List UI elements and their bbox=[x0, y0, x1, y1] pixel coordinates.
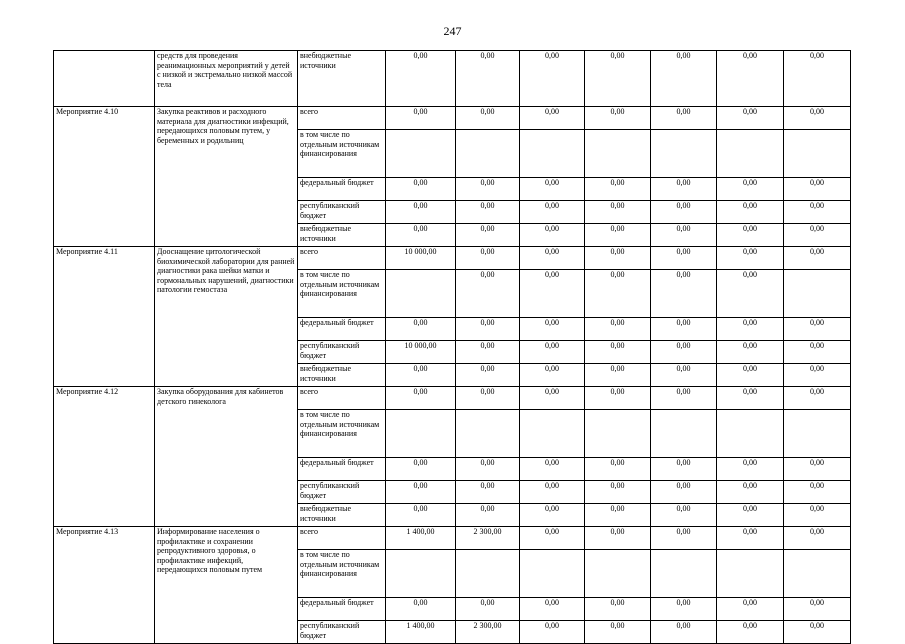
value-cell bbox=[717, 410, 784, 458]
value-cell: 0,00 bbox=[784, 621, 851, 644]
value-cell: 0,00 bbox=[520, 224, 585, 247]
value-cell: 0,00 bbox=[456, 504, 520, 527]
value-cell: 0,00 bbox=[585, 247, 651, 270]
value-cell: 0,00 bbox=[585, 107, 651, 130]
value-cell: 0,00 bbox=[386, 458, 456, 481]
value-cell: 10 000,00 bbox=[386, 341, 456, 364]
value-cell: 0,00 bbox=[651, 364, 717, 387]
page-number: 247 bbox=[443, 24, 462, 38]
value-cell: 0,00 bbox=[520, 318, 585, 341]
value-cell bbox=[784, 410, 851, 458]
value-cell: 0,00 bbox=[585, 178, 651, 201]
value-cell bbox=[585, 550, 651, 598]
value-cell bbox=[717, 550, 784, 598]
value-cell: 0,00 bbox=[585, 598, 651, 621]
value-cell: 0,00 bbox=[386, 598, 456, 621]
value-cell: 2 300,00 bbox=[456, 621, 520, 644]
value-cell: 0,00 bbox=[520, 527, 585, 550]
value-cell bbox=[386, 130, 456, 178]
value-cell: 0,00 bbox=[456, 224, 520, 247]
value-cell bbox=[456, 410, 520, 458]
value-cell: 0,00 bbox=[717, 270, 784, 318]
value-cell: 0,00 bbox=[784, 598, 851, 621]
value-cell: 0,00 bbox=[520, 51, 585, 107]
value-cell: 0,00 bbox=[520, 364, 585, 387]
value-cell: 0,00 bbox=[651, 598, 717, 621]
source-cell: в том числе по отдельным источникам финансирования bbox=[298, 410, 386, 458]
value-cell: 0,00 bbox=[651, 621, 717, 644]
description-cell: средств для проведения реанимационных мероприятий у детей с низкой и экстремально низкой массой тела bbox=[155, 51, 298, 107]
source-cell: в том числе по отдельным источникам финансирования bbox=[298, 550, 386, 598]
value-cell: 0,00 bbox=[456, 364, 520, 387]
value-cell: 0,00 bbox=[585, 270, 651, 318]
value-cell: 0,00 bbox=[386, 504, 456, 527]
value-cell: 0,00 bbox=[784, 107, 851, 130]
value-cell: 0,00 bbox=[456, 201, 520, 224]
value-cell: 0,00 bbox=[784, 364, 851, 387]
source-cell: в том числе по отдельным источникам финансирования bbox=[298, 130, 386, 178]
value-cell: 0,00 bbox=[386, 387, 456, 410]
value-cell: 0,00 bbox=[456, 178, 520, 201]
value-cell: 0,00 bbox=[717, 481, 784, 504]
value-cell: 0,00 bbox=[386, 224, 456, 247]
value-cell: 0,00 bbox=[717, 107, 784, 130]
value-cell bbox=[784, 130, 851, 178]
source-cell: всего bbox=[298, 247, 386, 270]
value-cell: 0,00 bbox=[520, 201, 585, 224]
value-cell: 0,00 bbox=[386, 178, 456, 201]
source-cell: всего bbox=[298, 527, 386, 550]
value-cell: 0,00 bbox=[585, 527, 651, 550]
description-cell: Дооснащение цитологической биохимической лаборатории для ранней диагностики рака шейки матки и гормональных нарушений, диагностики патологии гемостаза bbox=[155, 247, 298, 387]
funding-table bbox=[53, 50, 851, 644]
value-cell: 0,00 bbox=[784, 318, 851, 341]
value-cell: 0,00 bbox=[784, 247, 851, 270]
value-cell: 0,00 bbox=[520, 178, 585, 201]
value-cell: 0,00 bbox=[717, 458, 784, 481]
value-cell: 0,00 bbox=[784, 178, 851, 201]
value-cell: 0,00 bbox=[717, 224, 784, 247]
value-cell: 0,00 bbox=[651, 527, 717, 550]
source-cell: республиканский бюджет bbox=[298, 621, 386, 644]
source-cell: всего bbox=[298, 387, 386, 410]
value-cell: 0,00 bbox=[717, 364, 784, 387]
value-cell bbox=[784, 550, 851, 598]
source-cell: федеральный бюджет bbox=[298, 318, 386, 341]
value-cell: 0,00 bbox=[717, 621, 784, 644]
value-cell bbox=[717, 130, 784, 178]
activity-cell: Мероприятие 4.13 bbox=[54, 527, 155, 644]
value-cell: 0,00 bbox=[520, 504, 585, 527]
value-cell: 0,00 bbox=[585, 621, 651, 644]
value-cell: 0,00 bbox=[456, 598, 520, 621]
value-cell: 0,00 bbox=[784, 341, 851, 364]
value-cell: 0,00 bbox=[784, 458, 851, 481]
value-cell: 0,00 bbox=[520, 387, 585, 410]
value-cell: 0,00 bbox=[386, 318, 456, 341]
value-cell: 0,00 bbox=[585, 341, 651, 364]
value-cell: 0,00 bbox=[520, 107, 585, 130]
table-row bbox=[54, 51, 851, 107]
value-cell: 0,00 bbox=[717, 387, 784, 410]
value-cell: 0,00 bbox=[386, 201, 456, 224]
value-cell bbox=[520, 550, 585, 598]
value-cell: 0,00 bbox=[520, 458, 585, 481]
value-cell: 0,00 bbox=[456, 270, 520, 318]
value-cell bbox=[651, 410, 717, 458]
value-cell bbox=[520, 130, 585, 178]
source-cell: республиканский бюджет bbox=[298, 341, 386, 364]
source-cell: внебюджетные источники bbox=[298, 364, 386, 387]
description-cell: Информирование населения о профилактике и сохранении репродуктивного здоровья, о профилактике инфекций, передающихся половым путем bbox=[155, 527, 298, 644]
value-cell bbox=[651, 550, 717, 598]
value-cell: 0,00 bbox=[717, 247, 784, 270]
value-cell: 0,00 bbox=[784, 387, 851, 410]
value-cell: 0,00 bbox=[784, 504, 851, 527]
value-cell: 0,00 bbox=[386, 51, 456, 107]
value-cell: 0,00 bbox=[585, 387, 651, 410]
value-cell: 0,00 bbox=[585, 224, 651, 247]
value-cell: 0,00 bbox=[520, 247, 585, 270]
value-cell: 0,00 bbox=[585, 201, 651, 224]
value-cell: 0,00 bbox=[585, 458, 651, 481]
value-cell: 2 300,00 bbox=[456, 527, 520, 550]
source-cell: федеральный бюджет bbox=[298, 458, 386, 481]
table-row bbox=[54, 247, 851, 270]
source-cell: внебюджетные источники bbox=[298, 504, 386, 527]
value-cell: 0,00 bbox=[651, 51, 717, 107]
source-cell: республиканский бюджет bbox=[298, 481, 386, 504]
value-cell bbox=[520, 410, 585, 458]
table-row bbox=[54, 387, 851, 410]
value-cell: 0,00 bbox=[585, 51, 651, 107]
value-cell: 1 400,00 bbox=[386, 621, 456, 644]
value-cell: 0,00 bbox=[585, 364, 651, 387]
source-cell: федеральный бюджет bbox=[298, 178, 386, 201]
value-cell: 0,00 bbox=[784, 527, 851, 550]
value-cell bbox=[386, 550, 456, 598]
value-cell: 0,00 bbox=[585, 481, 651, 504]
value-cell: 0,00 bbox=[784, 224, 851, 247]
value-cell: 0,00 bbox=[717, 178, 784, 201]
value-cell: 0,00 bbox=[386, 364, 456, 387]
value-cell: 0,00 bbox=[717, 318, 784, 341]
source-cell: внебюджетные источники bbox=[298, 51, 386, 107]
value-cell: 0,00 bbox=[386, 481, 456, 504]
value-cell: 0,00 bbox=[651, 224, 717, 247]
value-cell bbox=[651, 130, 717, 178]
value-cell bbox=[784, 270, 851, 318]
value-cell: 0,00 bbox=[585, 318, 651, 341]
value-cell: 0,00 bbox=[585, 504, 651, 527]
value-cell bbox=[386, 270, 456, 318]
value-cell bbox=[386, 410, 456, 458]
activity-cell: Мероприятие 4.12 bbox=[54, 387, 155, 527]
description-cell: Закупка оборудования для кабинетов детского гинеколога bbox=[155, 387, 298, 527]
value-cell: 0,00 bbox=[520, 270, 585, 318]
value-cell bbox=[456, 550, 520, 598]
value-cell: 0,00 bbox=[520, 481, 585, 504]
table-row bbox=[54, 527, 851, 550]
value-cell: 0,00 bbox=[784, 51, 851, 107]
source-cell: внебюджетные источники bbox=[298, 224, 386, 247]
value-cell: 0,00 bbox=[717, 201, 784, 224]
value-cell: 0,00 bbox=[651, 318, 717, 341]
value-cell: 0,00 bbox=[386, 107, 456, 130]
value-cell: 0,00 bbox=[651, 387, 717, 410]
value-cell: 0,00 bbox=[717, 598, 784, 621]
value-cell: 0,00 bbox=[651, 504, 717, 527]
value-cell: 0,00 bbox=[651, 247, 717, 270]
value-cell: 0,00 bbox=[456, 247, 520, 270]
activity-cell: Мероприятие 4.10 bbox=[54, 107, 155, 247]
activity-cell bbox=[54, 51, 155, 107]
value-cell: 0,00 bbox=[456, 481, 520, 504]
value-cell: 0,00 bbox=[717, 504, 784, 527]
value-cell: 0,00 bbox=[456, 107, 520, 130]
value-cell: 0,00 bbox=[784, 201, 851, 224]
value-cell: 0,00 bbox=[520, 621, 585, 644]
value-cell: 0,00 bbox=[651, 270, 717, 318]
value-cell: 0,00 bbox=[717, 341, 784, 364]
value-cell bbox=[456, 130, 520, 178]
value-cell bbox=[585, 130, 651, 178]
value-cell: 0,00 bbox=[651, 178, 717, 201]
source-cell: в том числе по отдельным источникам финансирования bbox=[298, 270, 386, 318]
value-cell: 0,00 bbox=[520, 341, 585, 364]
value-cell: 1 400,00 bbox=[386, 527, 456, 550]
value-cell: 0,00 bbox=[651, 341, 717, 364]
value-cell: 0,00 bbox=[651, 201, 717, 224]
value-cell: 0,00 bbox=[456, 341, 520, 364]
source-cell: всего bbox=[298, 107, 386, 130]
value-cell: 0,00 bbox=[717, 527, 784, 550]
value-cell: 0,00 bbox=[651, 481, 717, 504]
table-body bbox=[54, 51, 851, 644]
value-cell bbox=[585, 410, 651, 458]
value-cell: 0,00 bbox=[784, 481, 851, 504]
value-cell: 0,00 bbox=[651, 458, 717, 481]
value-cell: 0,00 bbox=[717, 51, 784, 107]
source-cell: федеральный бюджет bbox=[298, 598, 386, 621]
value-cell: 0,00 bbox=[520, 598, 585, 621]
value-cell: 0,00 bbox=[456, 51, 520, 107]
value-cell: 0,00 bbox=[651, 107, 717, 130]
value-cell: 0,00 bbox=[456, 458, 520, 481]
value-cell: 10 000,00 bbox=[386, 247, 456, 270]
table-row bbox=[54, 107, 851, 130]
activity-cell: Мероприятие 4.11 bbox=[54, 247, 155, 387]
description-cell: Закупка реактивов и расходного материала для диагностики инфекций, передающихся половым путем, у беременных и родильниц bbox=[155, 107, 298, 247]
value-cell: 0,00 bbox=[456, 387, 520, 410]
source-cell: республиканский бюджет bbox=[298, 201, 386, 224]
value-cell: 0,00 bbox=[456, 318, 520, 341]
